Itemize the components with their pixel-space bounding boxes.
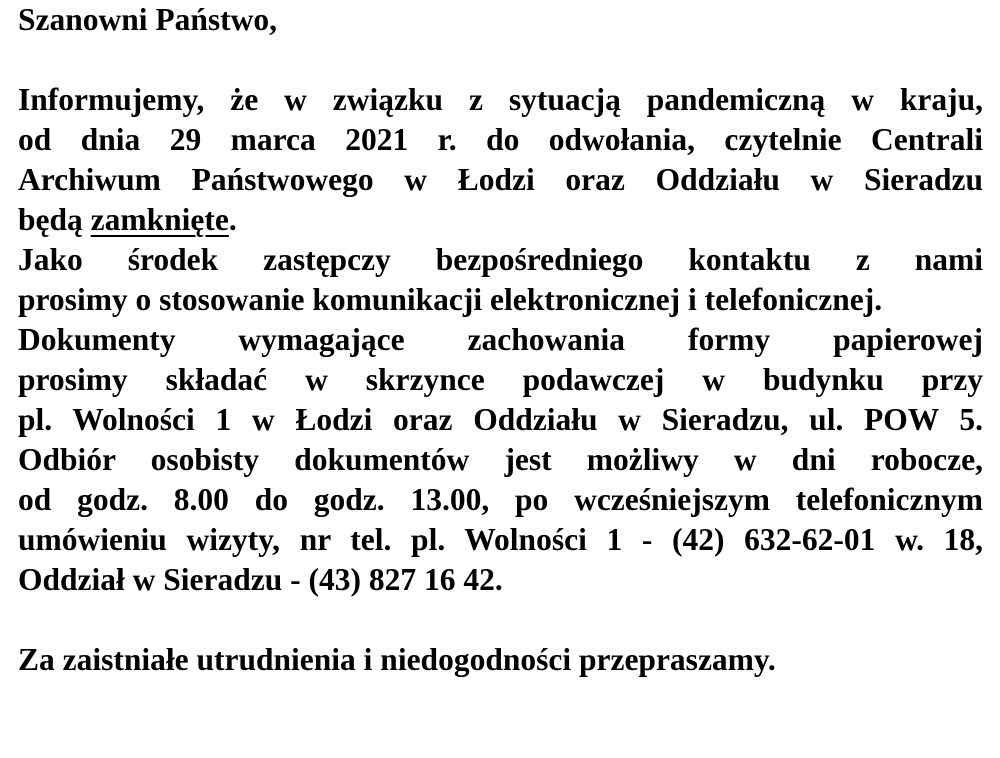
paragraph-line: Dokumenty wymagające zachowania formy papierowej bbox=[18, 322, 983, 357]
paragraph-line: pl. Wolności 1 w Łodzi oraz Oddziału w Sieradzu, ul. POW 5. bbox=[18, 402, 983, 437]
blank-line bbox=[18, 600, 983, 640]
paragraph-line bbox=[18, 200, 983, 240]
announcement-document bbox=[18, 0, 983, 680]
paragraph-line: umówieniu wizyty, nr tel. pl. Wolności 1 - (42) 632-62-01 w. 18, bbox=[18, 522, 983, 557]
paragraph-closure-notice bbox=[18, 80, 983, 240]
greeting: Szanowni Państwo, bbox=[18, 2, 278, 37]
closed-prefix: będą bbox=[18, 202, 91, 237]
paragraph-line: Informujemy, że w związku z sytuacją pandemiczną w kraju, bbox=[18, 82, 983, 117]
paragraph-line: od dnia 29 marca 2021 r. do odwołania, czytelnie Centrali bbox=[18, 122, 983, 157]
closed-suffix: . bbox=[228, 202, 237, 237]
paragraph-line: prosimy składać w skrzynce podawczej w budynku przy bbox=[18, 362, 983, 397]
paragraph-line: Archiwum Państwowego w Łodzi oraz Oddziału w Sieradzu bbox=[18, 162, 983, 197]
closed-word-underlined: zamknięte bbox=[90, 202, 229, 237]
paragraph-line: Oddział w Sieradzu - (43) 827 16 42. bbox=[18, 562, 503, 597]
paragraph-line: Jako środek zastępczy bezpośredniego kontaktu z nami bbox=[18, 242, 983, 277]
paragraph-line: prosimy o stosowanie komunikacji elektronicznej i telefonicznej. bbox=[18, 282, 883, 317]
paragraph-line: Odbiór osobisty dokumentów jest możliwy w dni robocze, bbox=[18, 442, 983, 477]
paragraph-paper-documents bbox=[18, 320, 983, 440]
paragraph-personal-pickup bbox=[18, 440, 983, 600]
paragraph-line: od godz. 8.00 do godz. 13.00, po wcześniejszym telefonicznym bbox=[18, 482, 983, 517]
closing-apology: Za zaistniałe utrudnienia i niedogodności przepraszamy. bbox=[18, 642, 776, 677]
paragraph-contact-method bbox=[18, 240, 983, 320]
blank-line bbox=[18, 40, 983, 80]
